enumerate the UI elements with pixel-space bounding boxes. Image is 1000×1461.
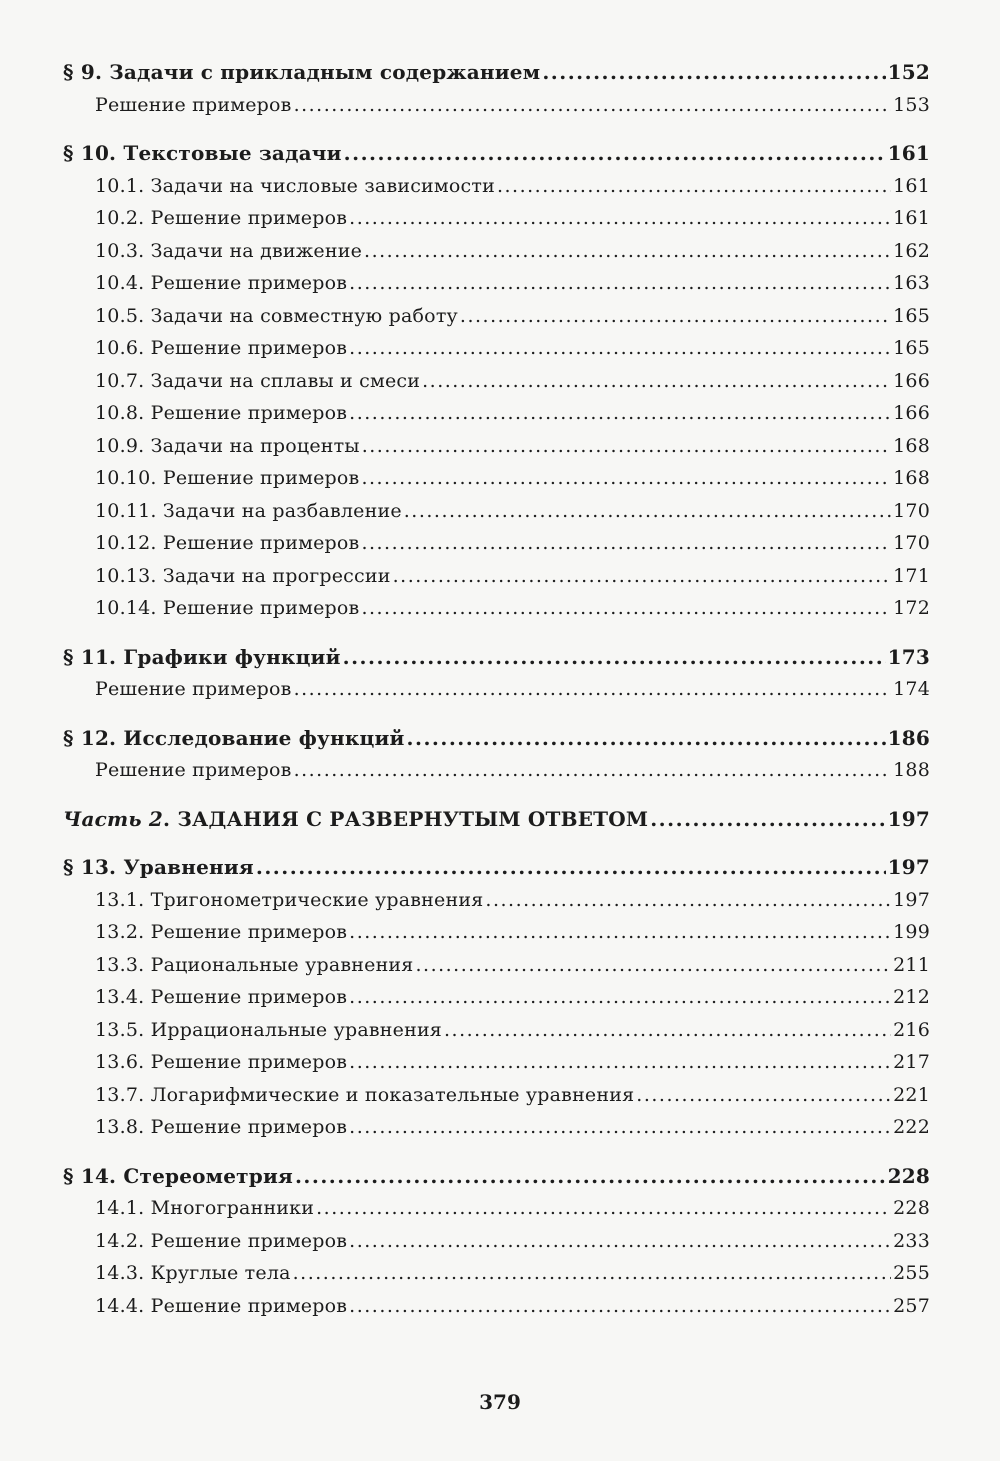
leader-dots bbox=[256, 851, 886, 884]
toc-entry[interactable] bbox=[63, 170, 930, 203]
entry-label: § 14. Стереометрия bbox=[63, 1163, 293, 1188]
toc-entry-heading[interactable] bbox=[63, 722, 930, 755]
section-11 bbox=[63, 641, 930, 706]
toc-entry-heading[interactable] bbox=[63, 1160, 930, 1193]
leader-dots bbox=[362, 430, 891, 463]
entry-page: 221 bbox=[893, 1083, 930, 1106]
section-9 bbox=[63, 56, 930, 121]
entry-page: 165 bbox=[893, 337, 930, 359]
entry-label: 10.1. Задачи на числовые зависимости bbox=[95, 174, 495, 197]
entry-page: 161 bbox=[893, 207, 930, 229]
entry-page: 168 bbox=[893, 434, 930, 457]
entry-label: Решение примеров bbox=[95, 759, 292, 781]
leader-dots bbox=[349, 202, 891, 235]
entry-label: Решение примеров bbox=[95, 93, 292, 116]
entry-label: 10.8. Решение примеров bbox=[95, 402, 348, 424]
toc-entry[interactable] bbox=[63, 365, 930, 398]
entry-page: 161 bbox=[893, 174, 930, 197]
entry-page: 153 bbox=[893, 93, 930, 116]
entry-label: 14.3. Круглые тела bbox=[95, 1262, 291, 1284]
leader-dots bbox=[361, 527, 891, 560]
leader-dots bbox=[349, 981, 891, 1014]
leader-dots bbox=[444, 1014, 891, 1047]
entry-label: § 13. Уравнения bbox=[63, 855, 254, 879]
entry-label: 14.2. Решение примеров bbox=[95, 1229, 348, 1252]
part-title: . ЗАДАНИЯ С РАЗВЕРНУТЫМ ОТВЕТОМ bbox=[163, 806, 649, 831]
leader-dots bbox=[404, 495, 891, 528]
entry-page: 228 bbox=[887, 1163, 930, 1188]
entry-page: 186 bbox=[887, 725, 930, 750]
toc-entry[interactable] bbox=[63, 89, 930, 122]
entry-label: § 12. Исследование функций bbox=[63, 725, 405, 750]
leader-dots bbox=[542, 56, 885, 89]
entry-label: 14.1. Многогранники bbox=[95, 1197, 315, 1219]
section-13 bbox=[63, 851, 930, 1144]
leader-dots bbox=[650, 803, 885, 836]
section-10 bbox=[63, 137, 930, 625]
entry-page: 174 bbox=[893, 678, 930, 700]
entry-label: 10.12. Решение примеров bbox=[95, 532, 360, 554]
toc-entry[interactable] bbox=[63, 495, 930, 528]
entry-label: § 10. Текстовые задачи bbox=[63, 141, 342, 165]
entry-label: 10.13. Задачи на прогрессии bbox=[95, 564, 391, 587]
section-14 bbox=[63, 1160, 930, 1323]
entry-label: 13.2. Решение примеров bbox=[95, 921, 348, 943]
entry-page: 228 bbox=[893, 1197, 930, 1219]
section-12 bbox=[63, 722, 930, 787]
entry-page: 257 bbox=[893, 1294, 930, 1317]
entry-page: 165 bbox=[893, 304, 930, 327]
toc-entry[interactable] bbox=[63, 1111, 930, 1144]
table-of-contents bbox=[63, 56, 930, 1338]
entry-label: § 9. Задачи с прикладным содержанием bbox=[63, 60, 541, 84]
leader-dots bbox=[636, 1079, 891, 1112]
leader-dots bbox=[349, 916, 891, 949]
entry-label: 10.4. Решение примеров bbox=[95, 272, 348, 294]
part-2 bbox=[63, 803, 930, 836]
toc-entry[interactable] bbox=[63, 235, 930, 268]
toc-entry[interactable] bbox=[63, 267, 930, 300]
toc-entry[interactable] bbox=[63, 1290, 930, 1323]
toc-entry[interactable] bbox=[63, 397, 930, 430]
toc-entry[interactable] bbox=[63, 1192, 930, 1225]
toc-entry-heading[interactable] bbox=[63, 851, 930, 884]
leader-dots bbox=[393, 560, 892, 593]
leader-dots bbox=[294, 754, 892, 787]
toc-entry[interactable] bbox=[63, 1257, 930, 1290]
entry-page: 170 bbox=[893, 499, 930, 522]
leader-dots bbox=[294, 673, 892, 706]
entry-page: 217 bbox=[893, 1051, 930, 1073]
entry-label: 10.10. Решение примеров bbox=[95, 467, 360, 489]
leader-dots bbox=[316, 1192, 891, 1225]
entry-label: 10.14. Решение примеров bbox=[95, 597, 360, 619]
entry-label: 13.8. Решение примеров bbox=[95, 1116, 348, 1138]
toc-entry[interactable] bbox=[63, 1225, 930, 1258]
entry-page: 197 bbox=[893, 888, 930, 911]
entry-page: 166 bbox=[893, 369, 930, 392]
entry-label: 10.6. Решение примеров bbox=[95, 337, 348, 359]
entry-page: 212 bbox=[893, 986, 930, 1008]
toc-entry[interactable] bbox=[63, 673, 930, 706]
entry-page: 222 bbox=[893, 1116, 930, 1138]
toc-entry[interactable] bbox=[63, 462, 930, 495]
entry-page: 233 bbox=[893, 1229, 930, 1252]
toc-entry[interactable] bbox=[63, 1014, 930, 1047]
entry-page: 168 bbox=[893, 467, 930, 489]
toc-entry[interactable] bbox=[63, 754, 930, 787]
leader-dots bbox=[407, 722, 886, 755]
leader-dots bbox=[349, 332, 891, 365]
leader-dots bbox=[294, 89, 892, 122]
toc-entry[interactable] bbox=[63, 1046, 930, 1079]
toc-entry[interactable] bbox=[63, 560, 930, 593]
toc-entry[interactable] bbox=[63, 332, 930, 365]
leader-dots bbox=[343, 641, 886, 674]
entry-page: 161 bbox=[887, 141, 930, 165]
entry-page: 188 bbox=[893, 759, 930, 781]
entry-label: § 11. Графики функций bbox=[63, 644, 341, 669]
leader-dots bbox=[349, 1225, 891, 1258]
entry-page: 172 bbox=[893, 597, 930, 619]
toc-entry-part[interactable] bbox=[63, 803, 930, 836]
entry-label: 13.6. Решение примеров bbox=[95, 1051, 348, 1073]
toc-entry[interactable] bbox=[63, 949, 930, 982]
leader-dots bbox=[460, 300, 891, 333]
entry-label bbox=[63, 803, 648, 836]
leader-dots bbox=[349, 267, 891, 300]
toc-entry[interactable] bbox=[63, 884, 930, 917]
leader-dots bbox=[344, 137, 886, 170]
entry-page: 211 bbox=[893, 953, 930, 976]
toc-entry-heading[interactable] bbox=[63, 56, 930, 89]
leader-dots bbox=[422, 365, 891, 398]
toc-entry-heading[interactable] bbox=[63, 137, 930, 170]
entry-page: 166 bbox=[893, 402, 930, 424]
entry-label: 10.3. Задачи на движение bbox=[95, 239, 363, 262]
entry-label: 13.3. Рациональные уравнения bbox=[95, 953, 414, 976]
leader-dots bbox=[295, 1160, 886, 1193]
entry-label: 13.4. Решение примеров bbox=[95, 986, 348, 1008]
page-number: 379 bbox=[479, 1390, 521, 1414]
entry-page: 216 bbox=[893, 1018, 930, 1041]
leader-dots bbox=[415, 949, 891, 982]
entry-label: Решение примеров bbox=[95, 678, 292, 700]
toc-entry[interactable] bbox=[63, 202, 930, 235]
toc-entry[interactable] bbox=[63, 981, 930, 1014]
toc-entry[interactable] bbox=[63, 430, 930, 463]
entry-page: 197 bbox=[887, 855, 930, 879]
entry-label: 13.1. Тригонометрические уравнения bbox=[95, 888, 484, 911]
leader-dots bbox=[349, 1046, 891, 1079]
entry-page: 171 bbox=[893, 564, 930, 587]
entry-page: 163 bbox=[893, 272, 930, 294]
entry-label: 10.11. Задачи на разбавление bbox=[95, 499, 402, 522]
leader-dots bbox=[497, 170, 891, 203]
entry-label: 13.7. Логарифмические и показательные уравнения bbox=[95, 1083, 635, 1106]
entry-page: 173 bbox=[887, 644, 930, 669]
entry-page: 255 bbox=[893, 1262, 930, 1284]
leader-dots bbox=[293, 1257, 892, 1290]
toc-entry[interactable] bbox=[63, 527, 930, 560]
entry-page: 197 bbox=[887, 806, 930, 831]
toc-entry-heading[interactable] bbox=[63, 641, 930, 674]
toc-entry[interactable] bbox=[63, 916, 930, 949]
entry-label: 10.5. Задачи на совместную работу bbox=[95, 304, 458, 327]
entry-label: 10.9. Задачи на проценты bbox=[95, 434, 360, 457]
leader-dots bbox=[349, 397, 891, 430]
leader-dots bbox=[361, 462, 891, 495]
entry-page: 162 bbox=[893, 239, 930, 262]
entry-label: 14.4. Решение примеров bbox=[95, 1294, 348, 1317]
leader-dots bbox=[364, 235, 891, 268]
entry-page: 152 bbox=[887, 60, 930, 84]
part-prefix: Часть 2 bbox=[63, 806, 164, 831]
leader-dots bbox=[349, 1111, 891, 1144]
entry-page: 199 bbox=[893, 921, 930, 943]
toc-entry[interactable] bbox=[63, 592, 930, 625]
entry-page: 170 bbox=[893, 532, 930, 554]
leader-dots bbox=[485, 884, 891, 917]
leader-dots bbox=[349, 1290, 891, 1323]
entry-label: 10.7. Задачи на сплавы и смеси bbox=[95, 369, 421, 392]
toc-entry[interactable] bbox=[63, 300, 930, 333]
entry-label: 10.2. Решение примеров bbox=[95, 207, 348, 229]
entry-label: 13.5. Иррациональные уравнения bbox=[95, 1018, 442, 1041]
toc-entry[interactable] bbox=[63, 1079, 930, 1112]
leader-dots bbox=[361, 592, 891, 625]
